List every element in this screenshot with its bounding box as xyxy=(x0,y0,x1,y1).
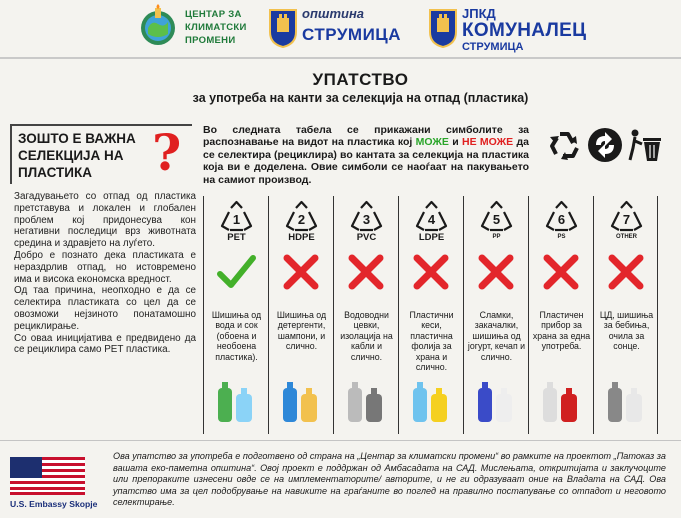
product-photo-icon xyxy=(208,374,265,426)
plastic-column-hdpe xyxy=(268,196,333,434)
product-photo-icon xyxy=(273,374,330,426)
resin-code-number: 7 xyxy=(622,212,631,227)
plastic-examples: Пластичен прибор за храна за една употреба. xyxy=(532,310,591,352)
plastic-examples: Водоводни цевки, изолација на кабли и слично. xyxy=(340,310,393,362)
intro-text xyxy=(203,124,529,186)
cannot-label: НЕ МОЖЕ xyxy=(461,136,514,149)
plastic-column-pp xyxy=(463,196,528,434)
plastic-column-ldpe xyxy=(398,196,463,434)
plastic-examples: ЦД, шишиња за бебиња, очила за сонце. xyxy=(599,310,654,352)
municipality-label: општина xyxy=(302,6,365,21)
green-dot-icon xyxy=(586,126,624,164)
intro-part: и xyxy=(448,136,462,149)
footer-disclaimer: Ова упатство за употреба е подготвено од страна на „Центар за климатски промени“ во рамките на проектот „Патоказ за вашата еко-паметна општина“. Овој проект е поддржан од Амбасадата на САД. Мислењата, откритијата и заклучоците или препораките изнесени овде се на имплементаторите/ авторите, и не ги одразуваат оние на Владата на САД. Ова упатство има за цел подобрување на навиките на граѓаните во поглед на правилно постапување со отпадот и неговото селектирање. xyxy=(113,451,666,507)
why-paragraph: Од таа причина, неопходно е да се селектира пластиката со цел да се овозможи нејзиното понатамошно рециклирање. xyxy=(14,285,196,332)
why-paragraph: Со оваа иницијатива е предвидено да се рециклира само PET пластика. xyxy=(14,332,196,356)
resin-code-label: PET xyxy=(227,232,246,243)
resin-code-label: LDPE xyxy=(418,232,445,243)
climate-line-1: ЦЕНТАР ЗА xyxy=(185,9,242,20)
climate-line-3: ПРОМЕНИ xyxy=(185,35,236,46)
resin-code-label: PVC xyxy=(356,232,377,243)
why-title: ЗОШТО Е ВАЖНА СЕЛЕКЦИЈА НА ПЛАСТИКА xyxy=(18,131,136,180)
product-photo-icon xyxy=(403,374,460,426)
resin-code-number: 5 xyxy=(492,212,501,227)
intro-part: да се селектира (рециклира) во кантата за селекција на пластика која ви е доделена. Овие симболи се наоѓаат на пакувањето на самиот производ. xyxy=(203,136,529,186)
utility-city: СТРУМИЦА xyxy=(462,41,524,53)
why-paragraph: Загадувањето со отпад од пластика претставува и локален и глобален проблем кој придонесува кон негативни последици врз животната средина и здравјето на луѓето. xyxy=(14,191,196,250)
header xyxy=(0,0,681,56)
climate-line-2: КЛИМАТСКИ xyxy=(185,22,247,33)
komunalec-coat-of-arms-icon xyxy=(428,6,458,48)
resin-code-number: 1 xyxy=(232,212,241,227)
can-label: МОЖЕ xyxy=(415,136,449,149)
resin-code-label: HDPE xyxy=(288,232,315,243)
question-mark-icon: ? xyxy=(152,123,182,182)
resin-code-label: OTHER xyxy=(616,234,637,240)
plastic-column-pet xyxy=(203,196,268,434)
resin-code-number: 6 xyxy=(557,212,566,227)
embassy-name: U.S. Embassy Skopje xyxy=(10,499,98,509)
municipality-title: СТРУМИЦА xyxy=(302,25,402,44)
plastic-examples: Шишиња од детергенти, шампони, и слично. xyxy=(276,310,327,352)
resin-code-number: 3 xyxy=(362,212,371,227)
product-photo-icon xyxy=(533,374,590,426)
cross-icon xyxy=(476,252,516,292)
climate-center-name xyxy=(185,8,247,47)
resin-code-number: 4 xyxy=(427,212,436,227)
cross-icon xyxy=(281,252,321,292)
cross-icon xyxy=(606,252,646,292)
why-text xyxy=(14,191,196,356)
resin-code-label: PS xyxy=(557,234,566,240)
product-photo-icon xyxy=(598,374,655,426)
recycle-icon xyxy=(546,126,584,164)
utility-prefix: ЈПКД xyxy=(462,6,496,21)
climate-center-logo xyxy=(138,4,178,50)
checkmark-icon xyxy=(216,252,256,292)
product-photo-icon xyxy=(338,374,395,426)
plastic-column-other xyxy=(593,196,658,434)
header-divider xyxy=(0,57,681,59)
title-subtitle: за употреба на канти за селекција на отпад (пластика) xyxy=(192,91,529,105)
intro-part: Во следната табела се прикажани симболите за распознавање на видот на пластика кој xyxy=(203,124,529,149)
product-photo-icon xyxy=(468,374,525,426)
utility-title: КОМУНАЛЕЦ xyxy=(462,20,587,41)
title-main: УПАТСТВО xyxy=(312,70,409,89)
plastic-column-ps xyxy=(528,196,593,434)
strumica-coat-of-arms-icon xyxy=(268,6,298,48)
why-paragraph: Добро е познато дека пластиката е нераздрлив отпад, но истовремено има и висока економска вредност. xyxy=(14,249,196,285)
cross-icon xyxy=(541,252,581,292)
plastic-column-pvc xyxy=(333,196,398,434)
tidyman-icon xyxy=(626,126,664,164)
cross-icon xyxy=(411,252,451,292)
why-heading-box xyxy=(10,124,192,184)
us-flag-icon xyxy=(10,457,85,495)
plastic-examples: Пластични кеси, пластична фолија за храна и слично. xyxy=(409,310,454,373)
utility-name xyxy=(462,5,586,56)
cross-icon xyxy=(346,252,386,292)
municipality-name xyxy=(302,6,401,45)
footer-divider xyxy=(0,440,681,441)
plastic-examples: Сламки, закачалки, шишиња од јогурт, кечап и слично. xyxy=(467,310,526,362)
document-title xyxy=(0,70,681,105)
resin-code-label: PP xyxy=(492,234,501,240)
plastics-table xyxy=(203,196,658,434)
resin-code-number: 2 xyxy=(297,212,306,227)
plastic-examples: Шишиња од вода и сок (обоена и необоена пластика). xyxy=(211,310,262,362)
